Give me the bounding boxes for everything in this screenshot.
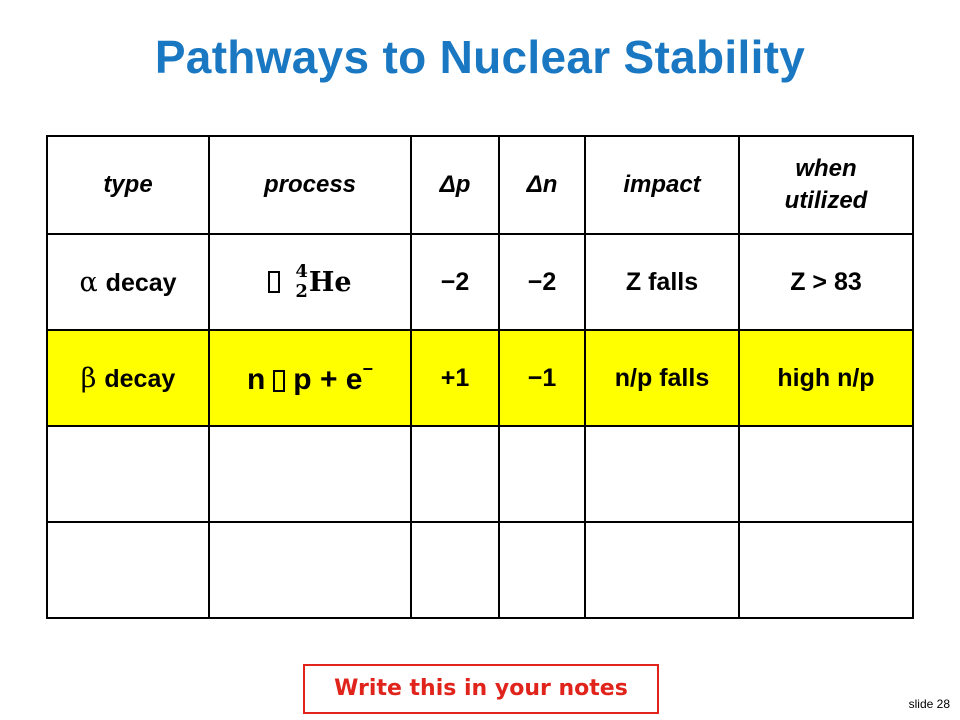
- header-process: process: [209, 136, 411, 234]
- missing-arrow-glyph-icon: [268, 271, 280, 293]
- empty-cell: [411, 426, 499, 522]
- beta-process-equation: [246, 359, 374, 396]
- empty-cell: [499, 426, 585, 522]
- cell-process-beta: [209, 330, 411, 426]
- header-impact: impact: [585, 136, 739, 234]
- cell-when-beta: high n/p: [739, 330, 913, 426]
- empty-cell: [585, 522, 739, 618]
- cell-impact-beta: n/p falls: [585, 330, 739, 426]
- empty-cell: [739, 522, 913, 618]
- type-label-beta: decay: [104, 364, 176, 393]
- table-row-empty: [47, 426, 913, 522]
- beta-process-right: p + e: [293, 363, 363, 396]
- empty-cell: [47, 426, 209, 522]
- cell-dn-beta: −1: [499, 330, 585, 426]
- table-row-beta: [47, 330, 913, 426]
- atomic-number: 2: [295, 281, 308, 302]
- empty-cell: [411, 522, 499, 618]
- cell-dp-beta: +1: [411, 330, 499, 426]
- missing-arrow-glyph-icon: [273, 370, 285, 392]
- pathways-table: [46, 135, 914, 619]
- cell-type-alpha: [47, 234, 209, 330]
- type-label-alpha: decay: [105, 268, 177, 297]
- empty-cell: [47, 522, 209, 618]
- element-symbol: He: [308, 266, 352, 298]
- table-row-alpha: [47, 234, 913, 330]
- alpha-symbol: α: [79, 266, 98, 298]
- electron-charge: −: [362, 359, 374, 379]
- slide-number: slide 28: [908, 697, 950, 711]
- beta-process-left: n: [246, 363, 266, 396]
- empty-cell: [499, 522, 585, 618]
- header-when-line1: when: [795, 155, 857, 182]
- empty-cell: [739, 426, 913, 522]
- table-row-empty: [47, 522, 913, 618]
- helium-nuclide: [295, 262, 351, 302]
- table-header-row: [47, 136, 913, 234]
- cell-impact-alpha: Z falls: [585, 234, 739, 330]
- cell-type-beta: [47, 330, 209, 426]
- cell-process-alpha: [209, 234, 411, 330]
- header-when-utilized: [739, 136, 913, 234]
- header-when-line2: utilized: [784, 187, 868, 214]
- empty-cell: [209, 426, 411, 522]
- header-delta-p: Δp: [411, 136, 499, 234]
- notes-reminder-box: Write this in your notes: [303, 664, 659, 714]
- slide-title: Pathways to Nuclear Stability: [154, 31, 806, 83]
- beta-symbol: β: [80, 362, 97, 394]
- cell-dp-alpha: −2: [411, 234, 499, 330]
- empty-cell: [585, 426, 739, 522]
- mass-number: 4: [295, 261, 308, 282]
- empty-cell: [209, 522, 411, 618]
- cell-dn-alpha: −2: [499, 234, 585, 330]
- header-type: type: [47, 136, 209, 234]
- nuclide-scripts: [295, 262, 308, 302]
- cell-when-alpha: Z > 83: [739, 234, 913, 330]
- header-delta-n: Δn: [499, 136, 585, 234]
